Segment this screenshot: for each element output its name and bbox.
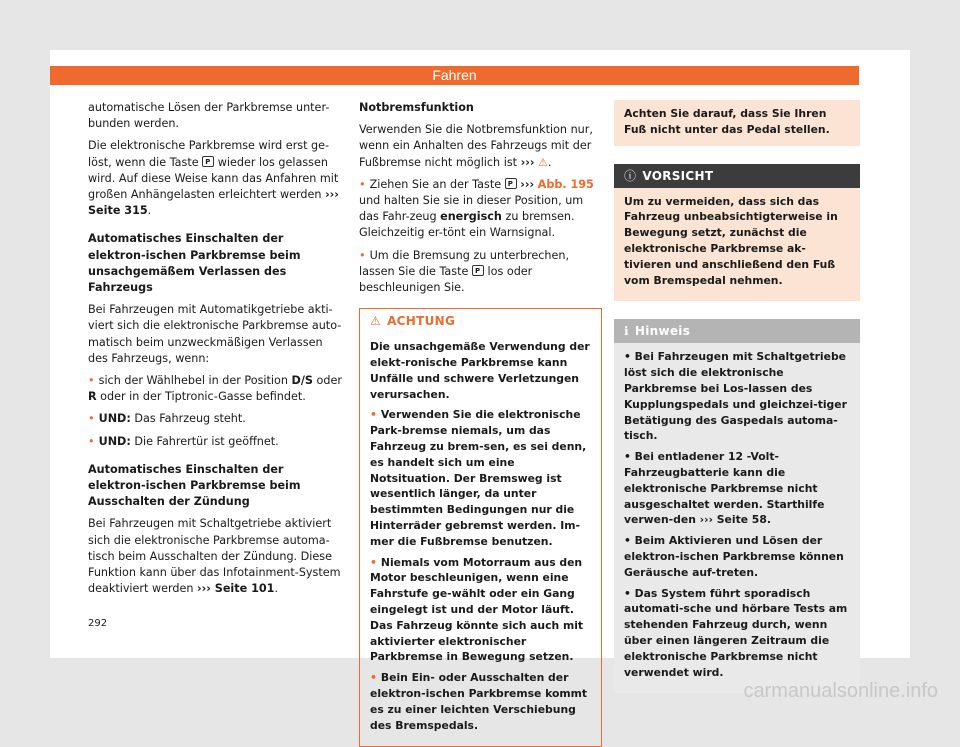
list-item: • Verwenden Sie die elektronische Park-bremse niemals, um das Fahrzeug zu brem-sen, es sei denn, es handelt sich um eine Notsituation. Der Bremsweg ist wesentlich länger, da unter bestimmten Bedingungen nur die Hinterräder gebremst werden. Im-mer die Fußbremse benutzen.: [370, 408, 587, 548]
achtung-box: [359, 308, 602, 747]
vorsicht-box: [614, 164, 860, 302]
list-item: • Das System führt sporadisch automati-sche und hörbare Tests am stehenden Fahrzeug durch, wenn über einen längeren Zeitraum die elektronische Parkbremse nicht verwendet wird.: [624, 586, 848, 679]
list-item: • sich der Wählhebel in der Position D/S oder R oder in der Tiptronic-Gasse befindet.: [88, 374, 342, 404]
paragraph: automatische Lösen der Parkbremse unter-bunden werden.: [88, 101, 330, 131]
column-2: [359, 100, 602, 747]
figure-reference-link[interactable]: Abb. 195: [537, 177, 594, 191]
list-item: • Beim Aktivieren und Lösen der elektron-ischen Parkbremse können Geräusche auf-treten.: [624, 534, 844, 579]
column-3: [614, 100, 860, 693]
section-heading: Automatisches Einschalten der elektron-ischen Parkbremse beim Ausschalten der Zündung: [88, 462, 301, 509]
paragraph: Bei Fahrzeugen mit Automatikgetriebe akti-viert sich die elektronische Parkbremse auto-matisch beim unzweckmäßigen Verlassen des Fahrzeugs, wenn:: [88, 303, 342, 365]
vorsicht-header: ⓘ VORSICHT: [614, 164, 860, 188]
achtung-intro: Die unsachgemäße Verwendung der elekt-ronische Parkbremse kann Unfälle und schwere Verletzungen verursachen.: [370, 340, 590, 401]
section-heading: Automatisches Einschalten der elektron-ischen Parkbremse beim unsachgemäßem Verlassen des Fahrzeugs: [88, 232, 301, 295]
achtung-header: ⚠ ACHTUNG: [360, 309, 601, 333]
list-item: • Niemals vom Motorraum aus den Motor beschleunigen, wenn eine Fahrstufe ge-wählt oder ein Gang eingelegt ist und der Motor läuft. Das Fahrzeug könnte sich auch mit aktivierter elektronischer Parkbremse in Bewegung setzen.: [370, 555, 584, 664]
page-reference-link[interactable]: ››› Seite 58: [699, 513, 767, 527]
parking-brake-key-icon: [472, 265, 484, 276]
paragraph: Bei Fahrzeugen mit Schaltgetriebe aktiviert sich die elektronische Parkbremse automa-tisch beim Ausschalten der Zündung. Diese Funktion kann über das Infotainment-System deaktiviert werden ››› Seite 101.: [88, 517, 341, 596]
parking-brake-key-icon: [202, 156, 214, 167]
warning-triangle-icon: ⚠: [370, 314, 382, 329]
column-1: [88, 100, 344, 603]
page-reference-link[interactable]: ››› Seite 315: [88, 188, 339, 218]
paragraph: Die elektronische Parkbremse wird erst ge-löst, wenn die Taste P wieder los gelassen wird. Auf diese Weise kann das Anfahren mit großen Anhängelasten erleichtert werden ››› Seite 315.: [88, 138, 344, 219]
exclamation-circle-icon: ⓘ: [624, 168, 637, 183]
page-reference-link[interactable]: ››› Seite 101: [197, 582, 275, 596]
list-item: • Um die Bremsung zu unterbrechen, lassen Sie die Taste P los oder beschleunigen Sie.: [359, 248, 602, 297]
section-heading: Notbremsfunktion: [359, 101, 474, 114]
hinweis-box: [614, 319, 860, 693]
list-item: • Bein Ein- oder Ausschalten der elektron-ischen Parkbremse kommt es zu einer leichten Verschiebung des Bremspedals.: [370, 671, 588, 732]
page-number: 292: [88, 618, 108, 629]
list-item: • UND: Die Fahrertür ist geöffnet.: [88, 434, 279, 448]
paragraph: Verwenden Sie die Notbremsfunktion nur, wenn ein Anhalten des Fahrzeugs mit der Fußbremse nicht möglich ist ››› ⚠.: [359, 123, 593, 169]
parking-brake-key-icon: [505, 178, 517, 189]
list-item: • Bei Fahrzeugen mit Schaltgetriebe löst sich die elektronische Parkbremse bei Los-lassen des Kupplungspedals und gleichzei-tiger Betätigung des Gaspedals automa-tisch.: [624, 350, 847, 443]
chapter-header: Fahren: [50, 66, 859, 85]
achtung-continuation-box: Achten Sie darauf, dass Sie Ihren Fuß nicht unter das Pedal stellen.: [614, 100, 860, 146]
list-item: • Bei entladener 12 -Volt-Fahrzeugbatterie kann die elektronische Parkbremse nicht ausgeschaltet werden. Starthilfe verwen-den ››› Seite 58.: [624, 450, 825, 527]
watermark: carmanualsonline.info: [743, 680, 938, 702]
warning-triangle-icon: ⚠: [538, 155, 548, 169]
vorsicht-text: Um zu vermeiden, dass sich das Fahrzeug unbeabsichtigterweise in Bewegung setzt, zunächst die elektronische Parkbremse ak-tivieren und anschließend den Fuß vom Bremspedal nehmen.: [624, 194, 838, 287]
list-item: • UND: Das Fahrzeug steht.: [88, 412, 246, 426]
hinweis-header: ℹ Hinweis: [614, 319, 860, 343]
list-item: • Ziehen Sie an der Taste P ››› Abb. 195 und halten Sie sie in dieser Position, um das Fahr-zeug energisch zu bremsen. Gleichzeitig er-tönt ein Warnsignal.: [359, 177, 602, 242]
info-icon: ℹ: [624, 324, 629, 339]
